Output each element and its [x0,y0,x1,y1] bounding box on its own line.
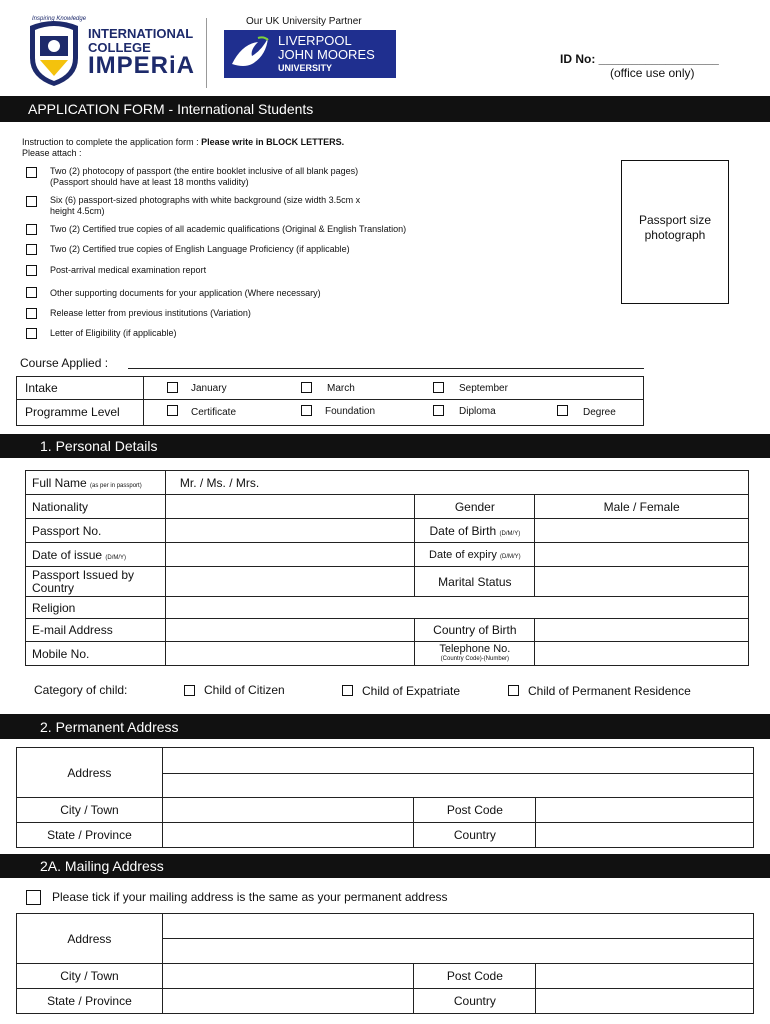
religion-label: Religion [26,597,166,619]
passport-no-field[interactable] [165,519,415,543]
date-issue-text: Date of issue [32,547,103,562]
mail-post-code-field[interactable] [536,964,754,989]
date-issue-note: (D/M/Y) [105,554,127,561]
same-address-label: Please tick if your mailing address is the same as your permanent address [52,890,448,904]
checklist-checkbox-8[interactable] [26,328,37,339]
gender-options: Male / Female [603,499,680,514]
personal-details-bar [0,434,770,458]
country-birth-field[interactable] [535,619,749,642]
college-tagline: Inspiring Knowledge [32,16,87,22]
checklist-item-2 [50,195,360,217]
nationality-field[interactable] [165,495,415,519]
checklist-item-6: Other supporting documents for your application (Where necessary) [50,288,321,298]
perm-post-code-label: Post Code [414,798,536,823]
intake-september-label: September [459,383,508,394]
college-name-line2: COLLEGE [88,40,151,55]
header-divider [206,18,207,88]
date-issue-field[interactable] [165,543,415,567]
programme-level-label: Programme Level [25,405,120,419]
college-crest-icon [26,18,82,88]
child-citizen-label: Child of Citizen [204,683,285,697]
intake-january-label: January [191,383,227,394]
ljmu-line2: JOHN MOORES [278,47,375,62]
mail-post-code-label: Post Code [414,964,536,989]
course-applied-label: Course Applied : [20,356,109,370]
category-label: Category of child: [34,683,128,697]
issued-by-label: Passport Issued by Country [26,567,166,597]
religion-field[interactable] [165,597,748,619]
attach-label: Please attach : [22,148,82,158]
checklist-checkbox-2[interactable] [26,196,37,207]
mail-address-line2[interactable] [162,939,753,964]
level-certificate-checkbox[interactable] [167,405,178,416]
checklist-text: Two (2) photocopy of passport (the entire booklet inclusive of all blank pages) [50,166,359,176]
id-office-note: (office use only) [610,66,695,80]
perm-post-code-field[interactable] [536,798,754,823]
child-permanent-residence-checkbox[interactable] [508,685,519,696]
child-citizen-checkbox[interactable] [184,685,195,696]
permanent-address-bar [0,714,770,739]
checklist-checkbox-4[interactable] [26,244,37,255]
checklist-checkbox-3[interactable] [26,224,37,235]
instruction-line [22,137,344,147]
level-degree-label: Degree [583,407,616,418]
intake-january-checkbox[interactable] [167,382,178,393]
title-options: Mr. / Ms. / Mrs. [179,475,260,490]
personal-details-heading: 1. Personal Details [40,438,158,454]
mailing-address-table [16,913,754,1014]
telephone-label [415,642,535,666]
mail-country-field[interactable] [536,989,754,1014]
mail-address-line1[interactable] [162,914,753,939]
intake-march-label: March [327,383,355,394]
date-expiry-field[interactable] [535,543,749,567]
mailing-address-bar [0,854,770,878]
partner-label: Our UK University Partner [246,16,362,27]
same-address-checkbox[interactable] [26,890,41,905]
course-table [16,376,644,426]
country-birth-label: Country of Birth [415,619,535,642]
mobile-label: Mobile No. [26,642,166,666]
perm-address-line1[interactable] [162,748,753,774]
college-name-line3: IMPERiA [88,52,196,79]
marital-status-label: Marital Status [415,567,535,597]
perm-country-field[interactable] [536,823,754,848]
course-table-col-divider [143,377,144,425]
course-applied-input[interactable] [128,368,644,369]
permanent-address-table [16,747,754,848]
checklist-checkbox-1[interactable] [26,167,37,178]
checklist-checkbox-6[interactable] [26,287,37,298]
mail-country-label: Country [414,989,536,1014]
level-certificate-label: Certificate [191,407,237,418]
checklist-text: Six (6) passport-sized photographs with white background (size width 3.5cm x [50,195,361,205]
perm-address-line2[interactable] [162,774,753,798]
checklist-text: (Passport should have at least 18 months validity) [50,177,249,187]
nationality-label: Nationality [26,495,166,519]
passport-no-label: Passport No. [26,519,166,543]
email-field[interactable] [165,619,415,642]
course-table-row-divider [17,399,643,400]
checklist-item-3: Two (2) Certified true copies of all academic qualifications (Original & English Translation) [50,224,407,234]
ljmu-line1: LIVERPOOL [278,33,352,48]
mail-city-label: City / Town [17,964,163,989]
date-expiry-note: (D/M/Y) [499,553,521,560]
mail-state-field[interactable] [162,989,414,1014]
checklist-item-7: Release letter from previous institutions (Variation) [50,308,251,318]
checklist-item-8: Letter of Eligibility (if applicable) [50,328,177,338]
id-number-field[interactable]: ID No: __________________ [560,52,719,66]
intake-march-checkbox[interactable] [301,382,312,393]
telephone-note: (Country Code)-(Number) [440,655,510,662]
level-diploma-label: Diploma [459,406,496,417]
mail-city-field[interactable] [162,964,414,989]
checklist-checkbox-5[interactable] [26,265,37,276]
perm-country-label: Country [414,823,536,848]
permanent-address-heading: 2. Permanent Address [40,718,179,735]
checklist-item-1 [50,166,358,188]
ljmu-line3: UNIVERSITY [278,63,333,73]
gender-field[interactable] [535,495,749,519]
issued-by-field[interactable] [165,567,415,597]
checklist-text: height 4.5cm) [50,206,105,216]
full-name-text: Full Name [32,475,87,490]
ljmu-logo [224,30,396,78]
mail-address-label: Address [17,914,163,964]
intake-label: Intake [25,381,58,395]
mobile-field[interactable] [165,642,415,666]
perm-city-label: City / Town [17,798,163,823]
perm-address-label: Address [17,748,163,798]
level-foundation-label: Foundation [325,406,376,417]
email-label: E-mail Address [26,619,166,642]
full-name-label [26,471,166,495]
level-degree-checkbox[interactable] [557,405,568,416]
telephone-field[interactable] [535,642,749,666]
perm-state-field[interactable] [162,823,414,848]
checklist-checkbox-7[interactable] [26,308,37,319]
dob-field[interactable] [535,519,749,543]
checklist-item-4: Two (2) Certified true copies of English Language Proficiency (if applicable) [50,244,350,254]
child-expatriate-checkbox[interactable] [342,685,353,696]
photo-label-1: Passport size [638,213,712,227]
full-name-note: (as per in passport) [90,482,142,489]
date-issue-label [26,543,166,567]
dob-note: (D/M/Y) [499,530,521,537]
child-permanent-residence-label: Child of Permanent Residence [528,684,691,698]
college-logo [26,18,194,88]
form-title: APPLICATION FORM - International Students [28,101,314,117]
marital-status-field[interactable] [535,567,749,597]
personal-details-table [25,470,749,666]
checklist-item-5: Post-arrival medical examination report [50,265,207,275]
dob-label [415,519,535,543]
child-expatriate-label: Child of Expatriate [362,684,461,698]
perm-city-field[interactable] [162,798,414,823]
perm-state-label: State / Province [17,823,163,848]
intake-september-checkbox[interactable] [433,382,444,393]
gender-label: Gender [415,495,535,519]
telephone-text: Telephone No. [439,642,511,655]
date-expiry-label [415,543,535,567]
dob-text: Date of Birth [429,523,497,538]
photo-box[interactable] [621,160,729,304]
photo-label-2: photograph [644,228,706,242]
date-expiry-text: Date of expiry [429,548,497,561]
full-name-field[interactable] [165,471,748,495]
college-name-line1: INTERNATIONAL [88,26,194,41]
form-title-bar [0,96,770,122]
mailing-address-heading: 2A. Mailing Address [40,858,164,874]
mail-state-label: State / Province [17,989,163,1014]
level-foundation-checkbox[interactable] [301,405,312,416]
liver-bird-icon [228,34,272,74]
instruction-bold: Please write in BLOCK LETTERS. [201,137,345,147]
instruction-prefix: Instruction to complete the application form : [22,137,202,147]
level-diploma-checkbox[interactable] [433,405,444,416]
